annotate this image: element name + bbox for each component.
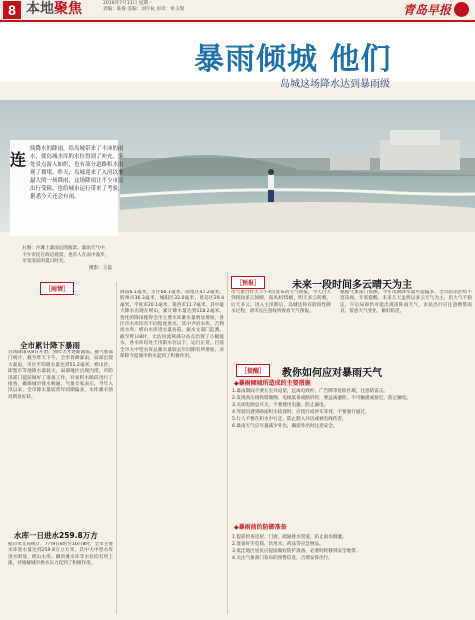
tips-item: 2.发现高压线铁塔倾倒、电线低垂或断折时，要远离避险，不可触摸或接近，防止触电。 [232,396,411,401]
news-subtitle-1: 全市累计降下暴雨 [20,341,80,350]
tips-heading-2: ◆暴雨前的防御准备 [234,524,287,531]
tips-item: 4.关注气象部门发布的预警信息，合理安排出行。 [232,556,333,561]
section-title [26,0,82,19]
tips-item: 5.行人不要在积水中行走，防止跌入井坑或被电线伤害。 [232,417,347,422]
news-column-2 [120,290,224,613]
forecast-column-1 [231,290,331,370]
tips-list-2 [232,534,470,614]
photo-caption [22,246,112,272]
headline-title: 暴雨倾城 他们 [194,42,392,77]
column-divider [116,282,117,614]
forecast-column-2 [340,290,472,370]
news-tag: ［雨情］ [40,282,74,295]
tips-item: 6.暴雨天气应尽量减少外出，确需外出时注意安全。 [232,424,338,429]
news-paragraph-2: 据市水文局统计，7月9日8时至10日8时，全市主要水库进水量达到259.8万立方米，其中大中型水库进水明显，崂山水库、棘洪滩水库等水位均有所上涨，对缓解城市供水压力起到了积极作用。 [8,542,113,567]
tips-heading-1: ◆暴雨倾城所造成的主要措施 [234,380,311,387]
date-line: 2016年7月11日 星期一 [103,1,153,6]
tips-item: 2.准备好手电筒、饮用水、药品等应急物品。 [232,542,324,547]
brand-badge-icon [454,2,469,17]
tips-title: 教你如何应对暴雨天气 [282,368,382,379]
headline-subtitle: 岛城这场降水达到暴雨级 [280,79,390,90]
page-number: 8 [3,1,21,19]
forecast-title: 未来一段时间多云晴天为主 [292,280,412,291]
forecast-paragraph-1: 市气象台昨天下午4点发布的天气预报，今天白天到夜间多云间晴，南风4到5级，明天多云转晴，后天多云。进入主汛期后，岛城还将有阶段性降水过程，请市民注意收听收看天气预报。 [231,290,331,315]
news-subtitle-2: 水库一日进水259.8万方 [14,531,98,540]
lead-dropcap: 连 [10,150,27,169]
forecast-paragraph-2: 根据气象部门预测，今年汛期降水量可能偏多，全市防汛形势不容乐观。专家提醒，未来几天虽然以多云天气为主，但大气不稳定，午后局部仍可能出现雷阵雨天气，市民出行应注意携带雨具，留意天气变化，做好防范。 [340,290,472,315]
column-divider [227,272,228,614]
masthead [0,0,475,20]
brand-logo: 青岛早报 [402,3,451,17]
news-paragraph-1: 这场降雨从8日开始，到昨天才逐渐减弱。据气象部门统计，截至昨天下午，全市普降暴雨，局部出现大暴雨，市区平均降水量达到51.2毫米，崂山区、即墨市等地降水量较大，局部地区出现内涝。市防汛部门提前做好了准备工作，对易积水路段进行了排查，确保城市排水畅通。气象专家表示，今年入汛以来，全市降水量较常年同期偏多，水库蓄水情况明显好转。 [8,350,113,400]
tips-item: 3.低洼地区居民应提前做好防护准备，必要时转移到安全地带。 [232,549,361,554]
section-title-plain: 本地 [26,1,54,17]
tips-item: 1.暴雨期间不要在室外逗留，远离电线杆、广告牌等危险区域，注意防雷击。 [232,389,388,394]
staff-line: 责编：陈鲁 美编：刘宇杭 审读：侯玉瑞 [103,7,185,12]
tips-item: 4.驾驶员遇到路面积水较深时，应绕行或停车等待，不要强行通过。 [232,410,370,415]
news-column-1b [8,542,113,614]
caption-text: 右图：沙滩上暴雨后的海景。暴雨天气中，不少市民在海边观景，也有人在雨中漫步，享受清凉的夏日时光。 [22,246,110,265]
tips-item: 1.提前检查房屋、门窗，疏通排水管道，防止雨水倒灌。 [232,535,347,540]
masthead-meta [103,1,184,13]
tips-tag: ［提醒］ [236,364,270,377]
section-title-highlight: 聚焦 [54,1,82,17]
tips-item: 3.关闭电源总开关，不要使用电器，防止漏电。 [232,403,329,408]
tips-list-1 [232,388,470,518]
forecast-tag: ［预报］ [231,276,265,289]
caption-byline: 摄影：王磊 [89,265,112,271]
lead-text: 续降水的降雨，给岛城带来了丰沛的雨水，使岛城水库的水位得到了补充。多处景点游人如织，也有部分道路积水出现了拥堵。昨天，岛城迎来了入汛以来最大的一场降雨，这场降雨让不少市民出行受阻，也给城市运行带来了考验。据悉今天还会有雨。 [30,146,124,200]
news-paragraph-3: 降雨6.1毫米，市区66.1毫米，即墨区47.2毫米，胶州市36.3毫米，城阳区32.0毫米，黄岛区29.4毫米，平度市20.1毫米，莱西市11.7毫米。其中最大降水出现在崂山，累计降水量达到118.2毫米。变化的降雨使得全市主要水库蓄水量明显增加，各区市水库均有不同程度进水，其中尹府水库、吉利河水库、崂山水库进水量居前。据水文部门监测，截至昨日8时，大沽河流域部分站点出现了小幅涨水，各水库均处于汛限水位以下，运行正常。目前全市大中型水库总蓄水量较去年同期有所增加，对保障今夏城市供水起到了积极作用。 [120,290,224,360]
